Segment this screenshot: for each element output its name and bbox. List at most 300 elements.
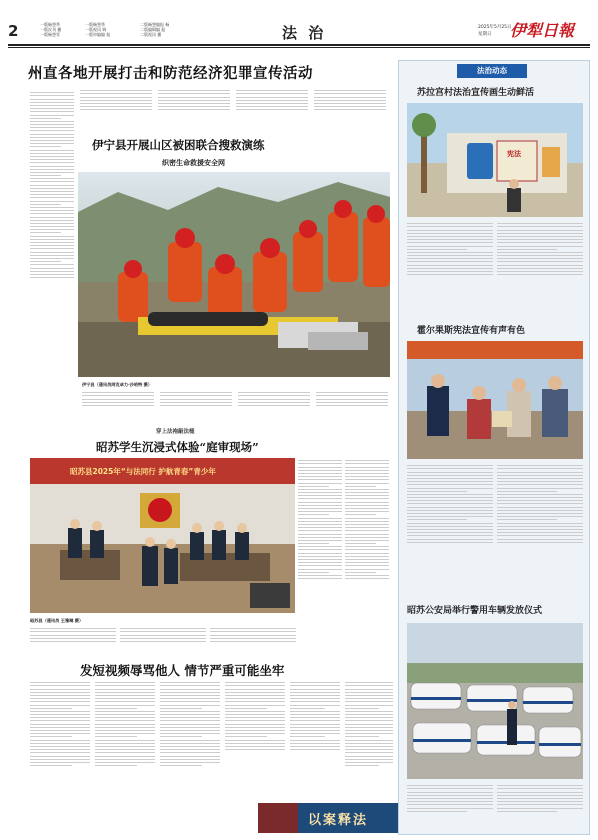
text-line [30,695,90,696]
text-line [160,765,202,766]
text-line [345,505,389,506]
rescue-drill-photo [78,172,390,377]
text-line [497,242,583,243]
text-line [160,689,220,690]
text-line [345,473,389,474]
text-line [236,97,308,98]
footer-ad-stripe [258,803,298,833]
text-line [497,801,583,802]
text-column [407,221,493,277]
text-line [407,804,493,805]
text-line [298,483,342,484]
text-line [30,271,74,272]
text-column [497,463,583,545]
text-line [407,513,493,514]
text-line [345,463,389,464]
text-line [158,90,230,91]
text-line [30,156,74,157]
text-line [30,765,72,766]
text-line [407,491,467,492]
article2-byline: 伊宁县（通讯员阿克卓力·沙哈特 摄） [82,382,153,387]
text-line [160,402,232,403]
mural-board-text: 宪法 [507,150,521,158]
text-line [160,759,220,760]
text-line [497,491,557,492]
article4-headline: 发短视频辱骂他人 情节严重可能坐牢 [80,663,285,678]
sidebar-panel [398,60,590,835]
nav-item[interactable]: 一版畅想季 [85,22,105,27]
text-line [30,232,61,233]
text-line [345,498,389,499]
text-line [345,711,393,712]
main-headline: 州直各地开展打击和防范经济犯罪宣传活动 [28,65,313,82]
text-line [298,470,342,471]
text-line [30,724,90,725]
text-line [30,137,74,138]
text-line [407,478,493,479]
text-line [160,685,220,686]
text-line [30,641,116,642]
text-line [345,736,379,737]
nav-item[interactable]: 一版次刊 播 [40,27,62,33]
text-line [95,701,155,702]
text-line [95,736,137,737]
text-line [160,727,220,728]
text-line [407,249,467,250]
footer-ad-text: 以案释法 [308,813,369,828]
text-line [160,752,220,753]
text-line [298,556,342,557]
text-line [225,708,267,709]
text-line [345,559,389,560]
text-line [238,405,310,406]
text-line [95,708,137,709]
text-line [30,197,74,198]
text-line [497,233,583,234]
text-line [345,483,389,484]
text-line [95,717,155,718]
text-line [407,239,493,240]
text-line [314,100,386,101]
text-line [407,246,493,247]
text-line [30,191,74,192]
text-line [290,740,340,741]
text-line [95,733,155,734]
text-line [238,402,310,403]
text-line [210,635,296,636]
text-line [497,472,583,473]
text-line [82,405,154,406]
text-line [345,572,376,573]
text-line [160,405,232,406]
text-line [298,575,342,576]
text-line [407,488,493,489]
text-line [298,492,342,493]
text-line [30,264,74,265]
text-line [345,521,389,522]
text-line [497,239,583,240]
text-line [290,746,340,747]
text-line [80,90,152,91]
text-column [316,390,388,408]
sidebar-item-2-title: 霍尔果斯宪法宣传有声有色 [417,326,526,336]
text-line [30,277,74,278]
text-line [407,539,493,540]
text-line [30,638,116,639]
text-line [225,743,285,744]
text-line [30,736,72,737]
text-column [298,458,342,581]
text-line [236,90,308,91]
text-line [160,392,232,393]
sidebar-item-3-title: 昭苏公安局举行警用车辆发放仪式 [407,606,543,616]
text-column [160,390,232,408]
text-line [95,740,155,741]
nav-item[interactable]: 二版编辑编 报 [140,27,166,33]
text-line [30,714,90,715]
text-line [345,514,376,515]
text-line [160,698,220,699]
text-line [210,638,296,639]
text-line [95,746,155,747]
text-line [290,743,340,744]
text-line [160,708,202,709]
text-line [407,468,493,469]
text-line [407,532,493,533]
text-line [345,724,393,725]
text-line [497,539,583,540]
text-line [497,519,557,520]
text-line [407,795,493,796]
text-line [30,102,74,103]
text-line [316,399,388,400]
text-line [298,549,342,550]
text-line [497,488,583,489]
text-line [497,532,583,533]
text-line [30,121,74,122]
text-line [95,762,155,763]
text-line [160,733,220,734]
text-line [95,685,155,686]
text-line [80,97,152,98]
text-line [30,105,74,106]
text-line [345,746,393,747]
text-line [30,239,74,240]
text-line [407,507,493,508]
text-column [158,88,230,113]
text-line [225,730,285,731]
text-line [30,108,74,109]
text-line [290,695,340,696]
text-line [314,93,386,94]
text-line [30,204,61,205]
text-line [407,785,493,786]
text-line [298,479,342,480]
text-line [407,798,493,799]
text-line [225,701,285,702]
text-line [30,111,74,112]
text-line [314,97,386,98]
text-line [298,473,342,474]
text-line [160,762,220,763]
text-line [407,788,493,789]
text-line [345,685,393,686]
police-vehicles-photo [407,623,583,779]
text-line [345,562,389,563]
text-line [160,756,220,757]
text-line [407,494,493,495]
text-line [120,631,206,632]
text-line [30,258,74,259]
text-line [345,730,393,731]
text-line [225,749,285,750]
text-line [345,565,389,566]
text-line [407,481,493,482]
text-line [290,689,340,690]
text-column [314,88,386,113]
text-line [407,472,493,473]
text-line [345,765,379,766]
constitution-promo-photo [407,341,583,459]
text-line [95,695,155,696]
text-line [160,720,220,721]
text-line [407,255,493,256]
text-line [298,569,342,570]
text-line [407,500,493,501]
text-line [345,479,389,480]
text-line [95,682,155,683]
text-line [290,733,340,734]
text-line [120,641,206,642]
text-line [95,749,155,750]
text-line [30,682,90,683]
text-line [225,736,267,737]
text-line [497,226,583,227]
header-rule [8,44,590,46]
text-line [407,497,493,498]
text-line [95,711,155,712]
text-line [407,475,493,476]
page-number: 2 [8,22,19,40]
text-line [298,527,342,528]
text-line [95,698,155,699]
text-line [30,143,74,144]
text-line [298,502,342,503]
header-rule-thin [8,47,590,48]
text-line [225,720,285,721]
text-column [95,680,155,768]
text-line [290,698,340,699]
text-line [298,521,342,522]
text-column [238,390,310,408]
text-line [298,537,342,538]
nav-item[interactable]: 一版畅想季 [40,22,60,27]
text-line [160,695,220,696]
nav-item[interactable]: 一版畅想零 [40,32,60,38]
text-line [95,692,155,693]
text-line [345,720,393,721]
text-line [345,553,389,554]
text-line [30,255,74,256]
text-line [345,689,393,690]
text-line [30,717,90,718]
text-line [236,109,308,110]
text-line [30,181,74,182]
nav-item[interactable]: 二版畅想编报 畅 [140,22,170,27]
text-line [160,736,202,737]
text-line [345,578,389,579]
text-line [158,97,230,98]
text-line [160,743,220,744]
text-line [298,498,342,499]
text-line [345,527,389,528]
text-line [407,523,493,524]
text-line [160,749,220,750]
text-column [236,88,308,113]
text-line [30,169,74,170]
text-line [345,714,393,715]
text-line [497,503,583,504]
text-column [80,88,152,113]
text-line [290,682,340,683]
text-line [345,546,389,547]
text-line [497,804,583,805]
text-line [30,631,116,632]
text-line [497,246,583,247]
text-line [95,752,155,753]
text-line [225,733,285,734]
text-line [407,236,493,237]
page-header [0,0,598,50]
text-line [30,727,90,728]
text-line [345,752,393,753]
mural-photo [407,103,583,217]
text-line [497,497,583,498]
text-line [225,682,285,683]
text-line [290,749,340,750]
text-line [160,717,220,718]
text-line [407,265,493,266]
text-line [298,578,342,579]
text-line [160,740,220,741]
text-line [345,511,389,512]
text-line [160,730,220,731]
nav-item[interactable]: 一版视讯 调 [85,27,107,33]
text-line [236,103,308,104]
text-line [316,405,388,406]
text-line [407,268,493,269]
text-line [30,746,90,747]
text-line [314,103,386,104]
text-line [95,730,155,731]
text-line [345,524,389,525]
text-column [210,626,296,644]
text-line [30,252,74,253]
text-line [298,514,329,515]
text-line [497,475,583,476]
text-line [158,109,230,110]
text-line [80,100,152,101]
text-line [407,274,493,275]
text-line [497,785,583,786]
text-line [298,543,329,544]
footer-ad-banner [258,803,398,833]
text-line [497,223,583,224]
text-line [160,714,220,715]
text-line [82,395,154,396]
text-line [30,689,90,690]
text-line [345,575,389,576]
text-line [30,223,74,224]
text-line [30,150,74,151]
text-line [345,518,389,519]
text-line [80,103,152,104]
text-column [120,626,206,644]
text-line [345,540,389,541]
text-line [407,792,493,793]
text-line [30,201,74,202]
text-line [298,530,342,531]
text-line [95,720,155,721]
text-line [497,542,583,543]
text-line [407,258,493,259]
text-line [497,265,583,266]
text-line [95,724,155,725]
text-line [30,159,74,160]
text-line [30,242,74,243]
text-line [290,714,340,715]
text-line [30,185,74,186]
text-line [316,395,388,396]
text-line [30,229,74,230]
text-line [120,635,206,636]
text-line [30,130,74,131]
text-line [345,537,389,538]
sidebar-label-text: 法治动态 [477,66,507,75]
text-column [290,680,340,752]
text-line [30,762,90,763]
text-line [298,534,342,535]
text-line [30,140,74,141]
text-line [225,740,285,741]
text-line [290,708,325,709]
text-line [30,134,74,135]
header-nav-right [140,22,169,38]
text-line [238,395,310,396]
text-line [407,801,493,802]
nav-item[interactable]: 一版审编编 报 [85,32,111,38]
text-line [30,685,90,686]
text-line [345,476,389,477]
text-line [160,724,220,725]
text-line [298,495,342,496]
header-date: 2025年5月25日 [478,25,512,30]
text-line [290,720,340,721]
text-line [30,166,74,167]
article3-headline: 昭苏学生沉浸式体验“庭审现场” [96,440,259,454]
text-line [30,226,74,227]
nav-item[interactable]: 二版视讯 播 [140,32,162,38]
text-line [497,252,583,253]
text-line [298,511,342,512]
text-line [407,261,493,262]
text-line [95,705,155,706]
text-line [225,689,285,690]
text-line [82,399,154,400]
text-line [290,701,340,702]
text-line [298,508,342,509]
text-line [407,516,493,517]
